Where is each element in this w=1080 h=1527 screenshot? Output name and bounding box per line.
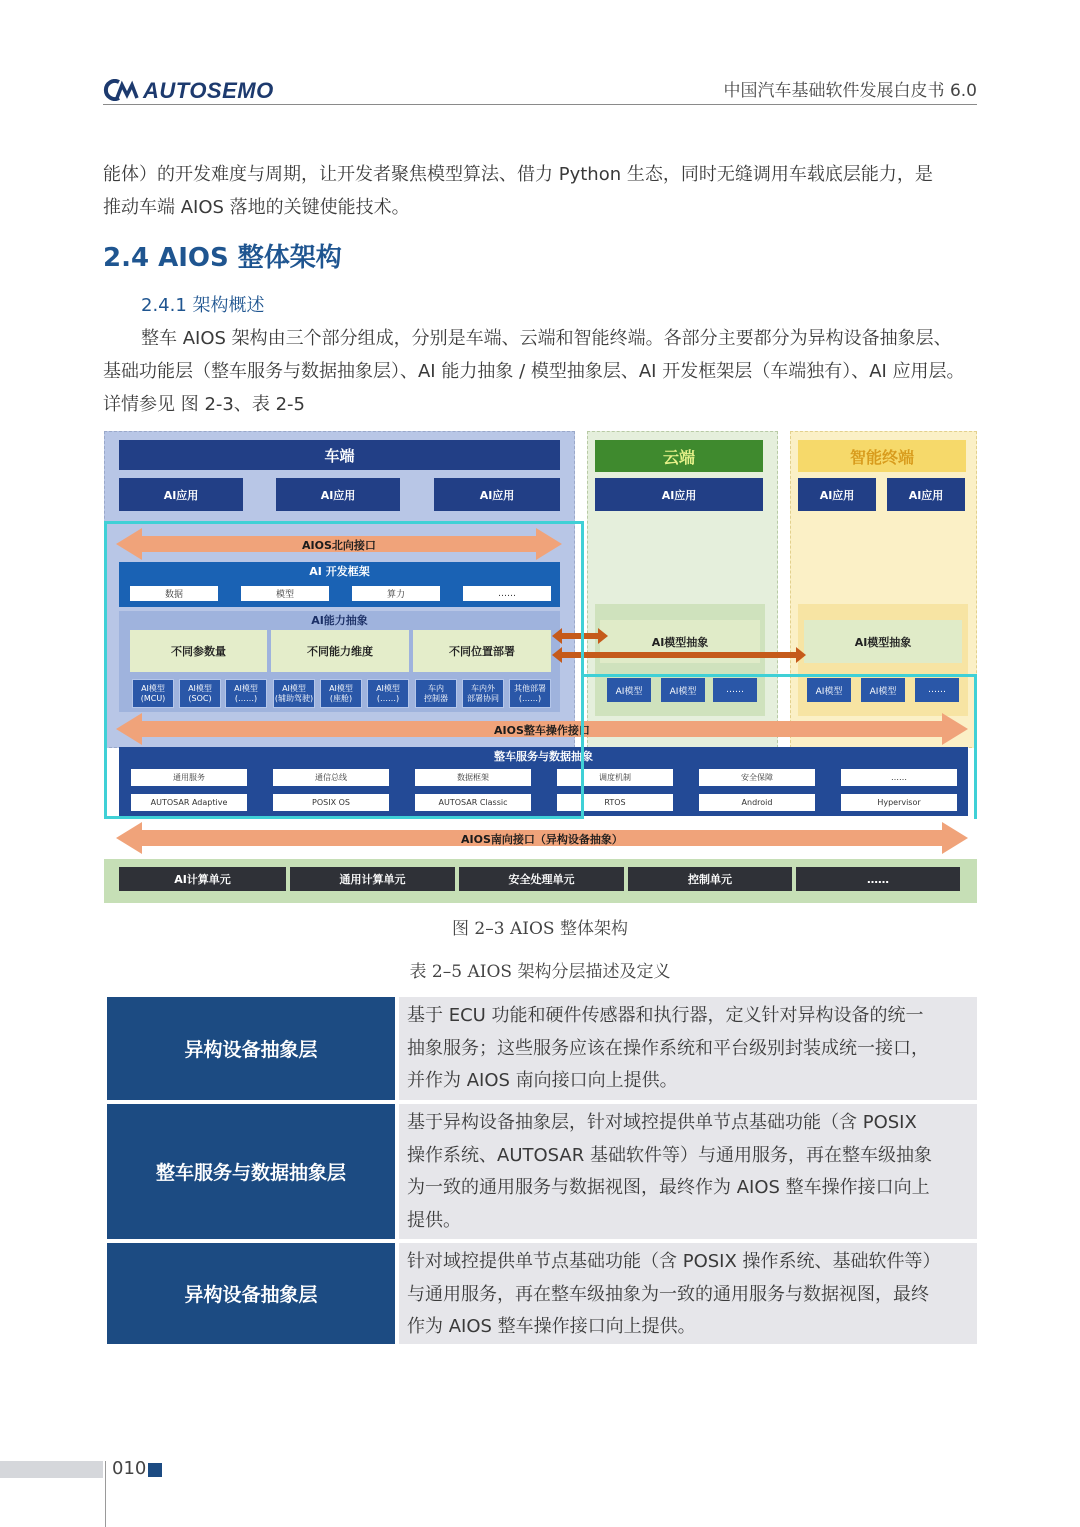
hardware-unit: AI计算单元 — [119, 867, 286, 891]
capability-group: 不同参数量 — [130, 630, 267, 672]
car-ai-app: AI应用 — [119, 478, 243, 511]
hardware-unit: …… — [796, 867, 960, 891]
footer-square-icon — [148, 1463, 162, 1477]
platform-item: Android — [699, 794, 815, 811]
car-ai-app: AI应用 — [276, 478, 400, 511]
document-title: 中国汽车基础软件发展白皮书 6.0 — [723, 81, 977, 101]
south-api-label: AIOS南向接口（异构设备抽象） — [461, 833, 623, 846]
intro-paragraph — [103, 158, 979, 224]
table-caption: 表 2–5 AIOS 架构分层描述及定义 — [409, 962, 671, 982]
highlight-frame — [584, 674, 977, 819]
terminal-ai-model: AI模型 — [807, 678, 851, 702]
description-line: 操作系统、AUTOSAR 基础软件等）与通用服务，再在整车级抽象 — [407, 1144, 932, 1166]
capability-group: 不同位置部署 — [413, 630, 551, 672]
ai-model-chip: 车内 控制器 — [415, 679, 457, 708]
cloud-ai-model: AI模型 — [607, 678, 651, 702]
table-row — [107, 1104, 977, 1239]
description-line: 基于异构设备抽象层，针对域控提供单节点基础功能（含 POSIX — [407, 1112, 917, 1133]
footer-divider — [105, 1461, 106, 1527]
terminal-ai-model: AI模型 — [861, 678, 905, 702]
cloud-ai-model: AI模型 — [661, 678, 705, 702]
layer-description — [399, 997, 977, 1100]
north-api-label: AIOS北向接口 — [302, 539, 376, 552]
autosemo-logo — [103, 76, 274, 106]
logo-text: AUTOSEMO — [143, 78, 274, 103]
section-line: 基础功能层（整车服务与数据抽象层）、AI 能力抽象 / 模型抽象层、AI 开发框架层（车端独有）、AI 应用层。 — [103, 361, 965, 382]
footer-bar — [0, 1461, 103, 1478]
service-item: 调度机制 — [557, 769, 673, 786]
framework-item: 数据 — [130, 586, 218, 601]
platform-item: RTOS — [557, 794, 673, 811]
description-line: 针对域控提供单节点基础功能（含 POSIX 操作系统、基础软件等） — [407, 1251, 941, 1272]
service-item: 通信总线 — [273, 769, 389, 786]
ai-model-chip: AI模型 (辅助驾驶) — [273, 679, 315, 708]
hardware-unit: 安全处理单元 — [459, 867, 624, 891]
capability-group: 不同能力维度 — [271, 630, 409, 672]
description-line: 与通用服务，再在整车级抽象为一致的通用服务与数据视图，最终 — [407, 1283, 929, 1305]
ai-model-chip: AI模型 (MCU) — [132, 679, 174, 708]
terminal-title: 智能终端 — [798, 440, 966, 472]
framework-item: 模型 — [241, 586, 329, 601]
highlight-frame — [104, 521, 584, 819]
table-row — [107, 1243, 977, 1344]
framework-item: …… — [463, 586, 551, 601]
ai-model-chip: 其他部署 (……) — [509, 679, 551, 708]
layer-description — [399, 1104, 977, 1239]
car-terminal-arrow — [552, 645, 806, 665]
hardware-unit: 控制单元 — [628, 867, 792, 891]
cloud-title: 云端 — [595, 440, 763, 472]
cloud-ai-model: …… — [713, 678, 757, 702]
ai-model-chip: AI模型 (座舱) — [320, 679, 362, 708]
car-ai-app: AI应用 — [434, 478, 560, 511]
terminal-ai-app: AI应用 — [798, 478, 876, 511]
car-title: 车端 — [119, 440, 560, 470]
service-item: 通用服务 — [131, 769, 247, 786]
layer-description — [399, 1243, 977, 1344]
service-item: …… — [841, 769, 957, 786]
platform-item: POSIX OS — [273, 794, 389, 811]
table-row — [107, 997, 977, 1100]
hardware-unit: 通用计算单元 — [290, 867, 455, 891]
intro-line: 能体）的开发难度与周期，让开发者聚焦模型算法、借力 Python 生态，同时无缝调用车载底层能力，是 — [103, 164, 933, 185]
description-line: 为一致的通用服务与数据视图，最终作为 AIOS 整车操作接口向上 — [407, 1177, 930, 1198]
figure-caption: 图 2–3 AIOS 整体架构 — [452, 919, 628, 939]
ai-model-chip: AI模型 (……) — [225, 679, 267, 708]
intro-line: 推动车端 AIOS 落地的关键使能技术。 — [103, 197, 410, 218]
description-line: 提供。 — [407, 1209, 461, 1231]
layer-name: 异构设备抽象层 — [107, 997, 395, 1100]
cloud-ai-app: AI应用 — [595, 478, 763, 511]
page-number: 010 — [112, 1458, 147, 1479]
platform-item: AUTOSAR Adaptive — [131, 794, 247, 811]
section-line: 整车 AIOS 架构由三个部分组成，分别是车端、云端和智能终端。各部分主要都分为异构设备抽象层、 — [141, 328, 952, 349]
section-line: 详情参见 图 2-3、表 2-5 — [103, 394, 305, 415]
section-heading: 2.4 AIOS 整体架构 — [103, 243, 342, 273]
ai-model-chip: AI模型 (……) — [367, 679, 409, 708]
aios-architecture-figure — [104, 431, 977, 903]
framework-item: 算力 — [352, 586, 440, 601]
cm-logo-icon — [103, 79, 139, 101]
ai-capability-title: AI能力抽象 — [311, 614, 368, 627]
layer-definition-table — [107, 997, 977, 1348]
description-line: 作为 AIOS 整车操作接口向上提供。 — [407, 1316, 696, 1337]
description-line: 并作为 AIOS 南向接口向上提供。 — [407, 1070, 678, 1091]
platform-item: Hypervisor — [841, 794, 957, 811]
vehicle-service-title: 整车服务与数据抽象 — [494, 750, 593, 763]
terminal-ai-app: AI应用 — [887, 478, 965, 511]
terminal-ai-model: …… — [915, 678, 959, 702]
service-item: 数据框架 — [415, 769, 531, 786]
ai-dev-framework-title: AI 开发框架 — [309, 565, 370, 578]
section-paragraph — [103, 322, 979, 421]
service-item: 安全保障 — [699, 769, 815, 786]
layer-name: 整车服务与数据抽象层 — [107, 1104, 395, 1239]
platform-item: AUTOSAR Classic — [415, 794, 531, 811]
header-divider — [103, 104, 977, 105]
cloud-model-abstraction: AI模型抽象 — [600, 620, 760, 663]
ai-model-chip: AI模型 (SOC) — [179, 679, 221, 708]
layer-name: 异构设备抽象层 — [107, 1243, 395, 1344]
ai-model-chip: 车内外 部署协同 — [462, 679, 504, 708]
description-line: 基于 ECU 功能和硬件传感器和执行器，定义针对异构设备的统一 — [407, 1005, 924, 1026]
terminal-model-abstraction: AI模型抽象 — [804, 620, 962, 663]
description-line: 抽象服务；这些服务应该在操作系统和平台级别封装成统一接口， — [407, 1037, 929, 1059]
subsection-heading: 2.4.1 架构概述 — [141, 295, 265, 316]
vehicle-api-label: AIOS整车操作接口 — [494, 724, 590, 737]
